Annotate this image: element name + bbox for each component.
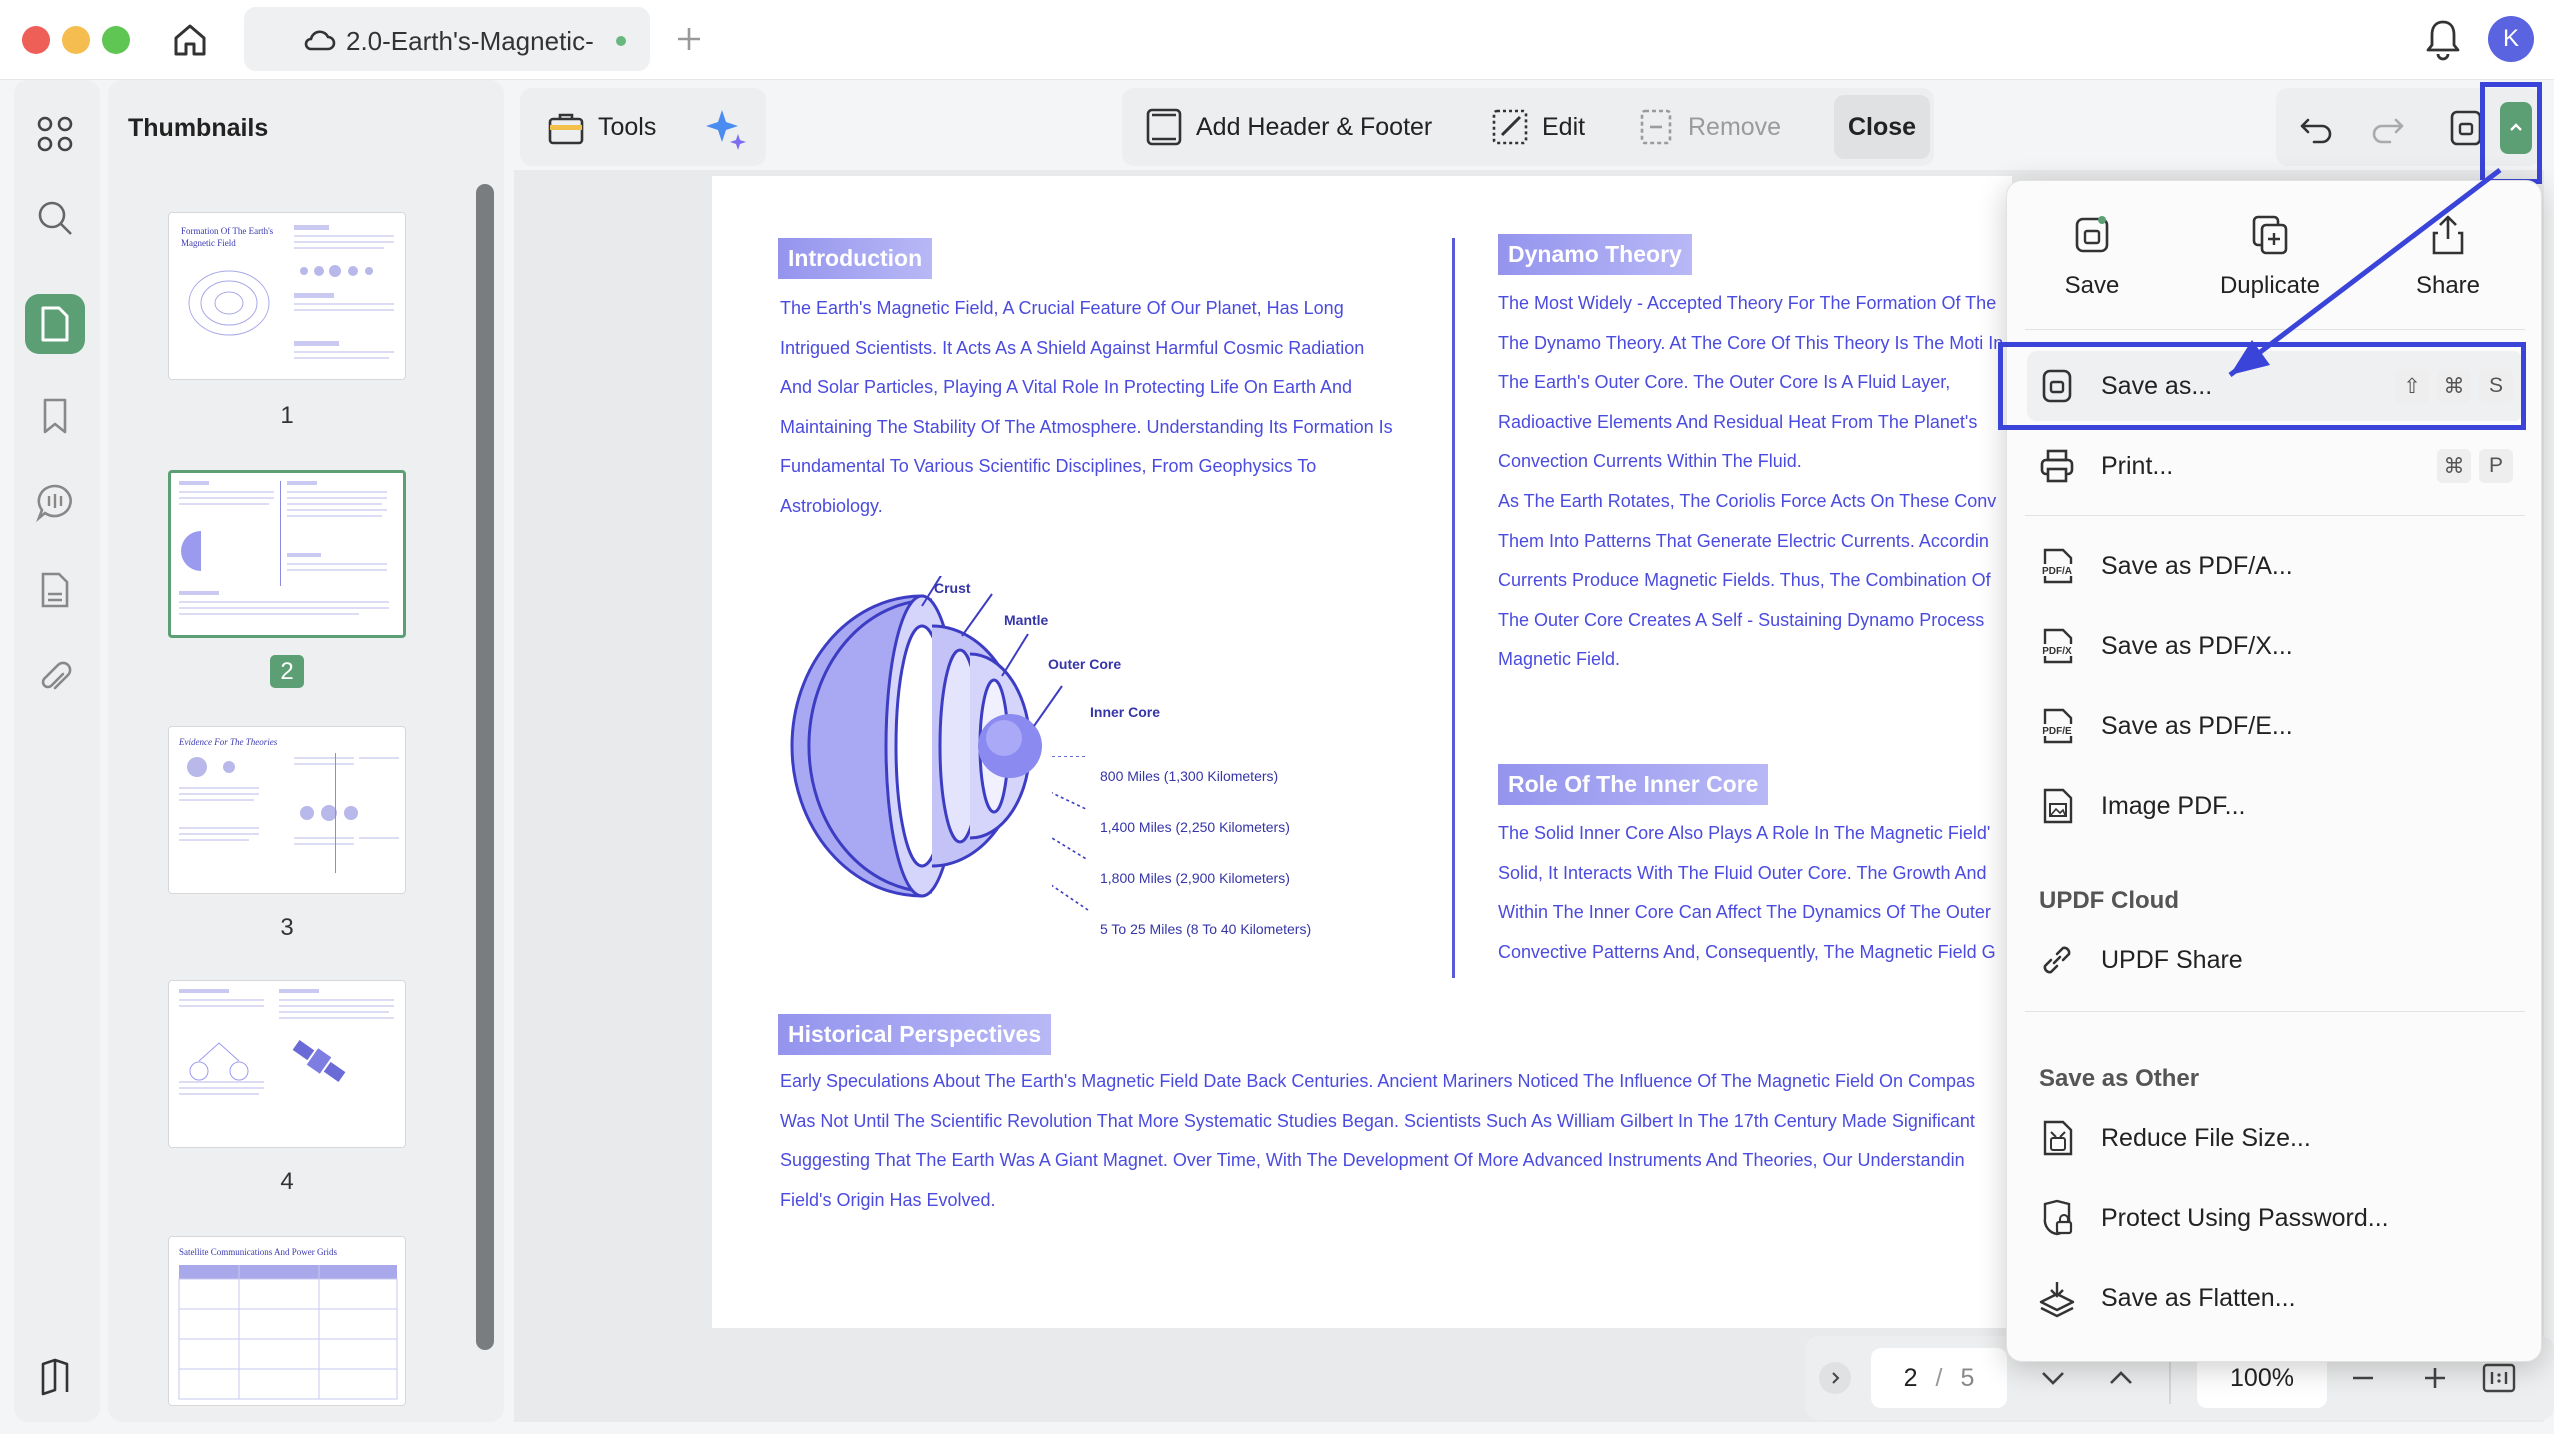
save-as-other-section: Save as Other [2039,1065,2200,1092]
lock-shield-icon [2037,1198,2077,1238]
avatar[interactable]: K [2488,16,2534,62]
minimize-window-button[interactable] [62,26,90,54]
print-item[interactable]: Print... ⌘ P [2027,431,2523,501]
chevron-down-icon[interactable] [2037,1362,2069,1394]
historical-heading: Historical Perspectives [778,1014,1051,1055]
duplicate-action[interactable]: Duplicate [2185,213,2355,300]
pdf-page [712,176,2012,1328]
thumbnail-page-3[interactable] [168,726,406,894]
compress-icon [2037,1118,2077,1158]
thumbnails-title: Thumbnails [128,114,269,142]
document-tab[interactable] [244,7,650,71]
close-button[interactable]: Close [1834,95,1930,159]
protect-password-item[interactable]: Protect Using Password... [2027,1183,2523,1253]
zoom-out-icon[interactable] [2345,1360,2381,1396]
edit-pattern-icon [1490,107,1530,147]
home-icon[interactable] [168,18,212,62]
thumbnails-scrollbar[interactable] [476,184,494,1350]
thumbnail-label-4: 4 [280,1168,294,1195]
paperclip-icon[interactable] [25,648,85,708]
save-pdfa-item[interactable]: PDF/A Save as PDF/A... [2027,531,2523,601]
search-icon[interactable] [25,188,85,248]
pdf-x-icon [2037,626,2077,666]
thumbnail-label-2: 2 [168,658,406,686]
tool-rail [14,80,100,1422]
svg-text:PDF/X: PDF/X [2042,646,2072,657]
crust-label: Crust [934,580,971,596]
toolbox-icon [546,107,586,147]
header-footer-toolbar [1122,88,1934,166]
updf-share-item[interactable]: UPDF Share [2027,925,2523,995]
outer-core-label: Outer Core [1048,656,1122,672]
intro-paragraph: The Earth's Magnetic Field, A Crucial Feature Of Our Planet, Has Long Intrigued Scientists. It Acts As A Shield Against Harmful Cosmic Radiation And Solar Particles, Playing A Vital Role In Protecting Life On Earth And Maintaining The Stability Of The Atmosphere. Understanding Its Formation Is Fundamental To Various Scientific Disciplines, From Geophysics To Astrobiology. [780,298,1393,516]
actual-size-icon[interactable] [2481,1360,2517,1396]
dynamo-paragraph-2: As The Earth Rotates, The Coriolis Force Acts On These Conv Them Into Patterns That Generate Electric Currents. Accordin Currents Produce Magnetic Fields. Thus, The Combination Of The Outer Core Creates A Self - Sustaining Dynamo Process Magnetic Field. [1498,491,1997,669]
column-divider [1452,238,1455,978]
remove-icon [1636,107,1676,147]
thumbnail-page-4[interactable] [168,980,406,1148]
cloud-icon [302,27,336,53]
ai-sparkle-icon[interactable] [704,106,748,150]
comment-icon[interactable] [25,472,85,532]
image-pdf-item[interactable]: Image PDF... [2027,771,2523,841]
reduce-file-size-item[interactable]: Reduce File Size... [2027,1103,2523,1173]
save-as-shortcut: ⇧ ⌘ S [2387,369,2523,403]
page-number-field[interactable]: 2 / 5 [1871,1348,2007,1408]
share-action[interactable]: Share [2363,213,2533,300]
thumbnail-page-2[interactable] [168,470,406,638]
tab-title: 2.0-Earth's-Magnetic- [346,26,594,56]
menu-separator [2025,515,2525,516]
chevron-up-icon[interactable] [2105,1362,2137,1394]
image-pdf-icon [2037,786,2077,826]
dynamo-paragraph: The Most Widely - Accepted Theory For The Formation Of The The Dynamo Theory. At The Core Of This Theory Is The Moti In The Earth's Outer Core. The Outer Core Is A Fluid Layer, Radioactive Elements And Residual Heat From The Planet's Convection Currents Within The Fluid. [1498,293,2004,471]
page-thumbnails-icon[interactable] [25,294,85,354]
thumbnail-label-3: 3 [280,914,294,941]
printer-icon [2038,447,2076,485]
header-footer-icon [1144,107,1184,147]
attachment-page-icon[interactable] [25,560,85,620]
inner-core-label: Inner Core [1090,704,1161,720]
thumb-title: Satellite Communications And Power Grids [179,1247,337,1257]
redo-icon[interactable] [2368,108,2408,148]
mantle-label: Mantle [1004,612,1049,628]
thumb-title: Evidence For The Theories [179,737,278,747]
tools-group [520,88,766,166]
thumbnail-page-1[interactable] [168,212,406,380]
distance-label: 1,800 Miles (2,900 Kilometers) [1100,870,1290,886]
historical-paragraph: Early Speculations About The Earth's Magnetic Field Date Back Centuries. Ancient Mariners Noticed The Influence Of The Magnetic Field On Compas Was Not Until The Scientific Revolution That More Systematic Studies Began. Scientists Such As William Gilbert In The 17th Century Made Significant Suggesting That The Earth Was A Giant Magnet. Over Time, With The Development Of More Advanced Instruments And Theories, Our Understandin Field's Origin Has Evolved. [780,1071,1976,1210]
print-shortcut: ⌘ P [2429,449,2523,483]
close-window-button[interactable] [22,26,50,54]
pdf-a-icon [2037,546,2077,586]
save-pdfx-item[interactable]: PDF/X Save as PDF/X... [2027,611,2523,681]
unsaved-indicator [616,36,626,46]
bell-icon[interactable] [2422,16,2464,62]
thumbnail-label-1: 1 [280,402,294,429]
dynamo-heading: Dynamo Theory [1498,234,1692,275]
inner-core-paragraph: The Solid Inner Core Also Plays A Role In The Magnetic Field' Solid, It Interacts With The Fluid Outer Core. The Growth And Within The Inner Core Can Affect The Dynamics Of The Outer Convective Patterns And, Consequently, The Magnetic Field G [1498,823,1996,962]
earth-layers-diagram [772,576,1092,936]
zoom-in-icon[interactable] [2417,1360,2453,1396]
updf-cloud-section: UPDF Cloud [2039,887,2179,914]
distance-label: 1,400 Miles (2,250 Kilometers) [1100,819,1290,835]
intro-heading: Introduction [778,238,932,279]
layers-icon[interactable] [25,1346,85,1406]
annotation-arrow [2200,150,2520,400]
zoom-window-button[interactable] [102,26,130,54]
flatten-icon [2037,1278,2077,1318]
chevron-right-icon[interactable] [1819,1362,1851,1394]
title-bar [0,0,2554,80]
distance-label: 5 To 25 Miles (8 To 40 Kilometers) [1100,921,1312,937]
grid-icon[interactable] [25,104,85,164]
bookmark-icon[interactable] [25,386,85,446]
zoom-field[interactable]: 100% [2197,1348,2327,1408]
svg-text:PDF/A: PDF/A [2042,566,2072,577]
inner-core-heading: Role Of The Inner Core [1498,764,1768,805]
add-header-footer-button[interactable]: Add Header & Footer [1144,88,1432,166]
thumb-title: Formation Of The Earth's Magnetic Field [181,226,274,248]
distance-label: 800 Miles (1,300 Kilometers) [1100,768,1279,784]
thumbnail-page-5[interactable] [168,1236,406,1406]
edit-button[interactable]: Edit [1490,88,1585,166]
save-icon [2072,213,2112,257]
save-action[interactable]: Save [2007,213,2177,300]
menu-separator [2025,1011,2525,1012]
save-as-item[interactable]: Save as... ⇧ ⌘ S [2027,351,2523,421]
tools-button[interactable]: Tools [546,88,656,166]
link-icon [2037,940,2077,980]
remove-button[interactable]: Remove [1636,88,1781,166]
svg-text:PDF/E: PDF/E [2042,726,2072,737]
pdf-e-icon [2037,706,2077,746]
save-pdfe-item[interactable]: PDF/E Save as PDF/E... [2027,691,2523,761]
undo-icon[interactable] [2296,108,2336,148]
new-tab-icon[interactable] [672,22,706,56]
save-flatten-item[interactable]: Save as Flatten... [2027,1263,2523,1333]
